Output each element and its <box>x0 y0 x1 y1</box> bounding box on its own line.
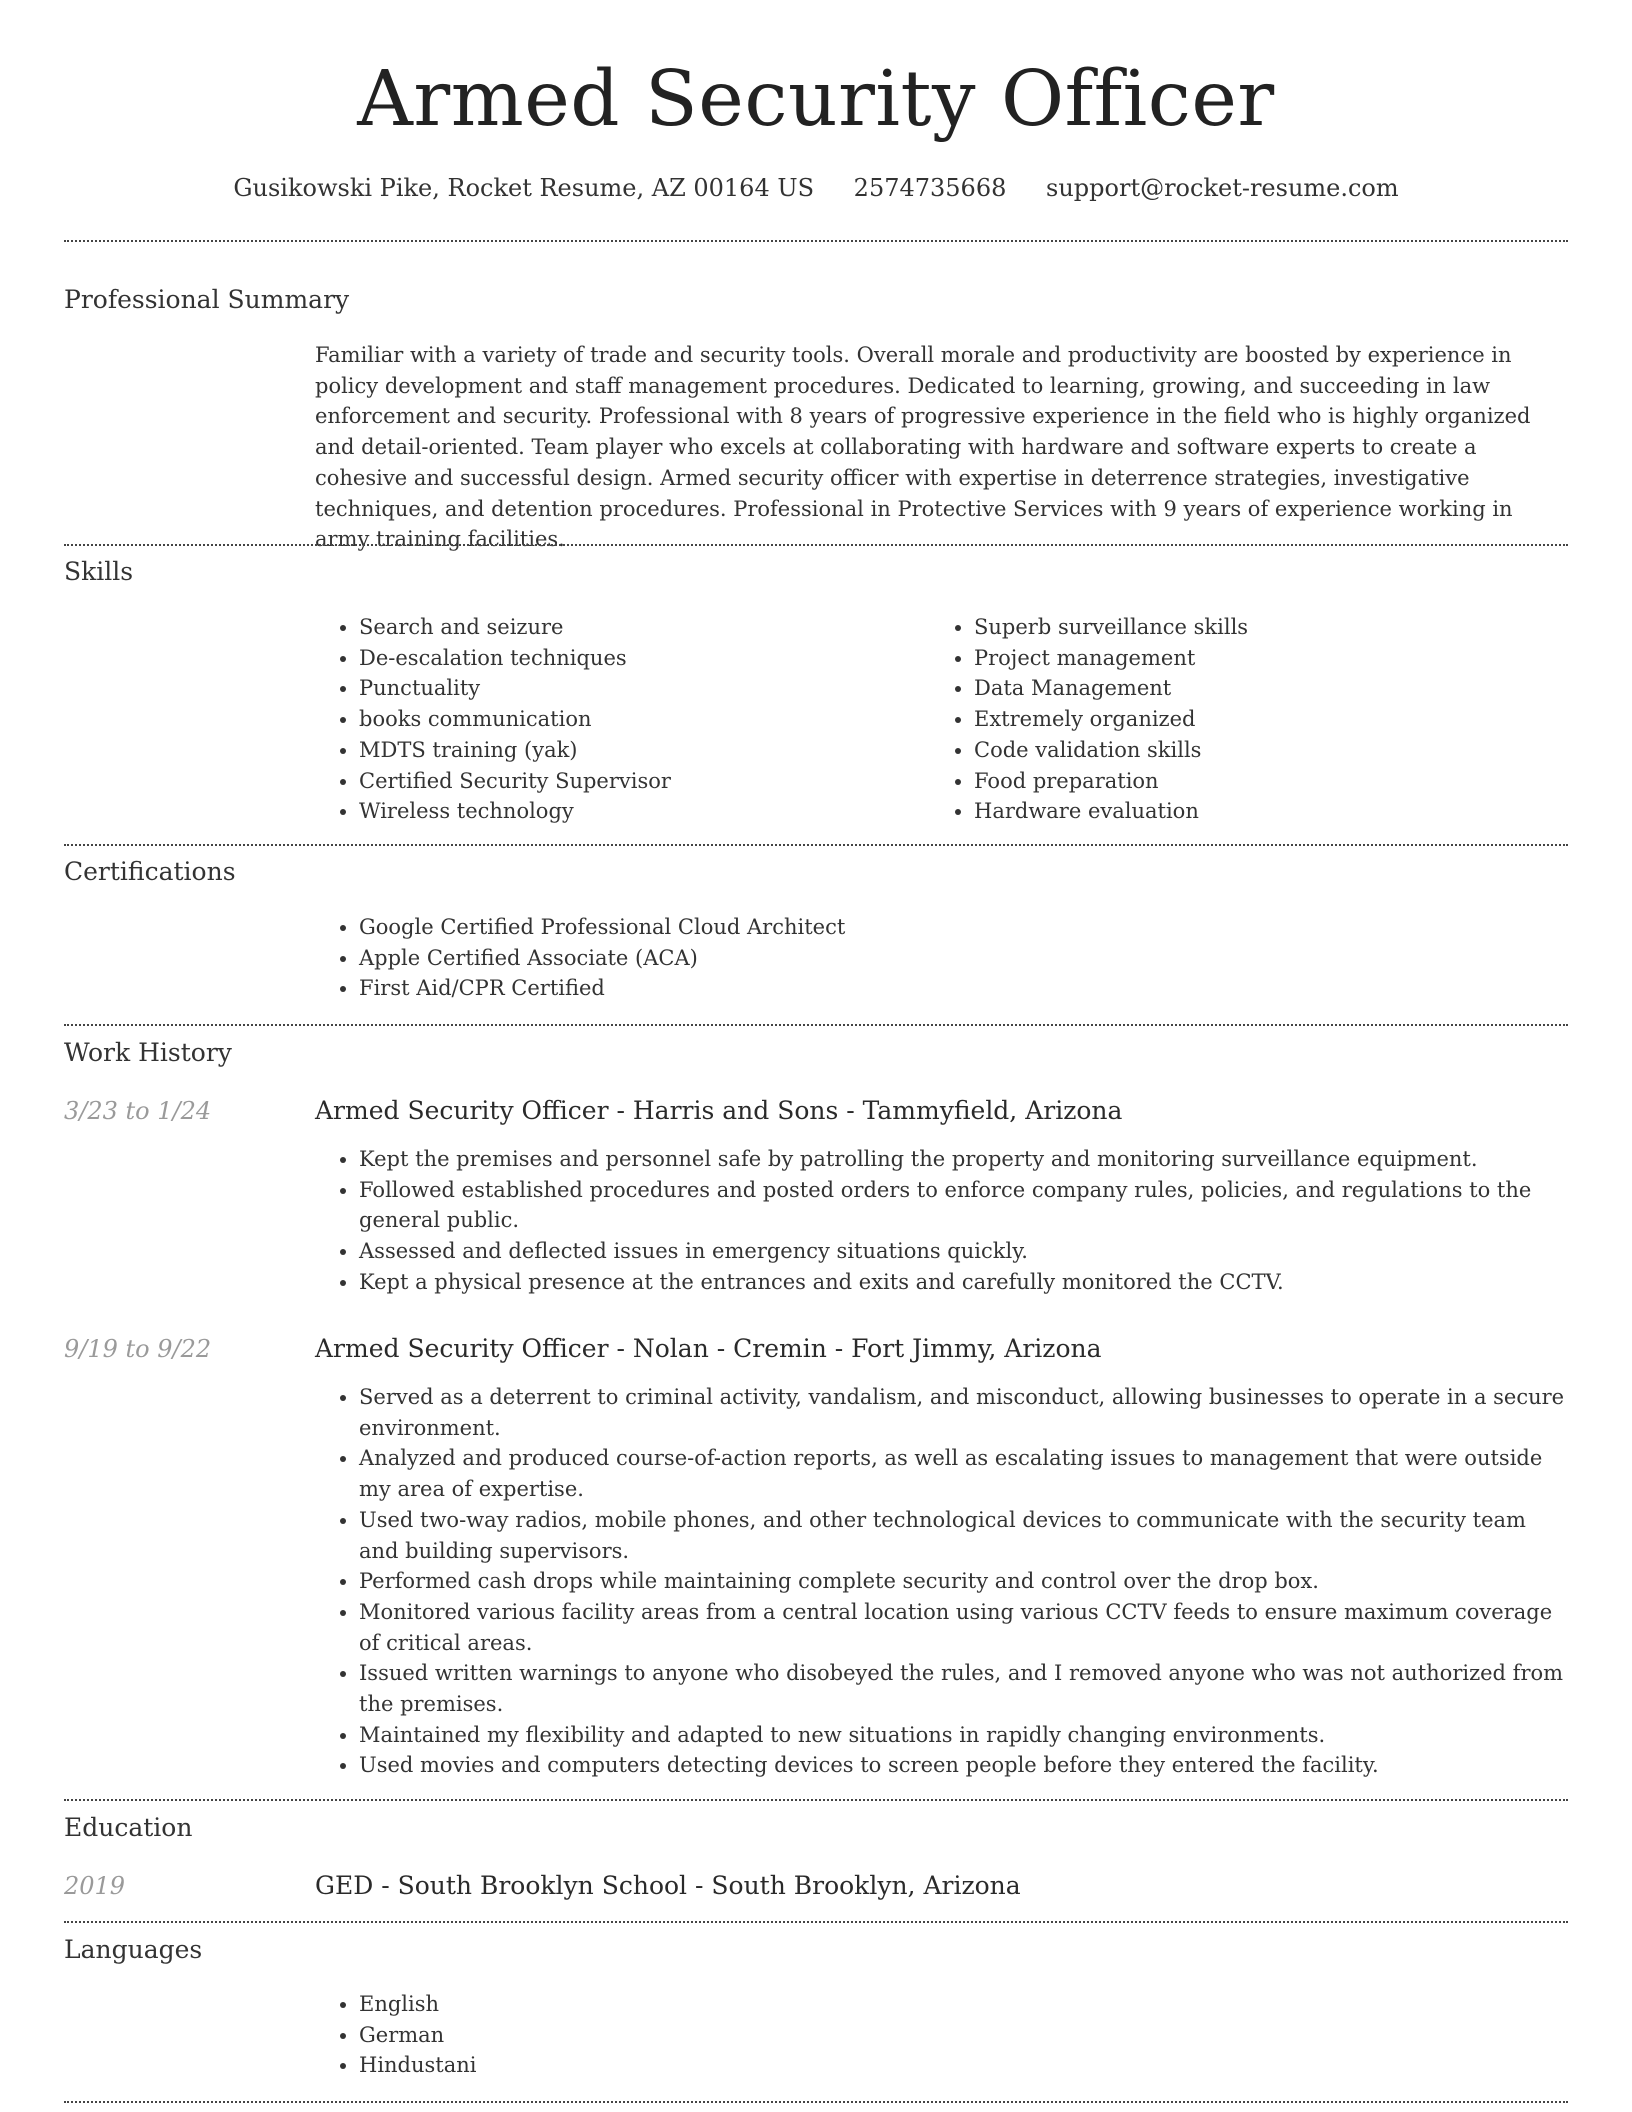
divider <box>64 544 1568 546</box>
job-bullet: • Assessed and deflected issues in emergency situations quickly. <box>359 1236 1568 1267</box>
skill-item: • Code validation skills <box>974 735 1530 766</box>
job-bullet: • Monitored various facility areas from a central location using various CCTV feeds to ensure maximum coverage of critical areas. <box>359 1597 1568 1658</box>
section-title-work-history: Work History <box>64 1038 232 1067</box>
summary-block <box>315 340 1568 555</box>
skill-item: • books communication <box>359 704 915 735</box>
skill-item: • Food preparation <box>974 766 1530 797</box>
certifications-block <box>315 912 1568 1004</box>
job-bullet: • Analyzed and produced course-of-action reports, as well as escalating issues to management that were outside my area of expertise. <box>359 1443 1568 1504</box>
language-item: • Hindustani <box>359 2050 1568 2081</box>
skill-item: • MDTS training (yak) <box>359 735 915 766</box>
skill-item: • Extremely organized <box>974 704 1530 735</box>
education-entry: GED - South Brooklyn School - South Brooklyn, Arizona <box>315 1871 1021 1900</box>
skill-item: • Punctuality <box>359 673 915 704</box>
skills-column-left <box>315 612 915 827</box>
job-dates: 3/23 to 1/24 <box>64 1097 212 1125</box>
skills-block <box>315 612 1568 832</box>
skill-item: • Hardware evaluation <box>974 796 1530 827</box>
job-bullets <box>315 1144 1568 1298</box>
certification-item: • Google Certified Professional Cloud Architect <box>359 912 1568 943</box>
section-title-education: Education <box>64 1813 193 1842</box>
skill-item: • Wireless technology <box>359 796 915 827</box>
divider <box>64 1024 1568 1026</box>
section-title-skills: Skills <box>64 557 134 586</box>
contact-phone: 2574735668 <box>853 174 1007 202</box>
skill-item: • Certified Security Supervisor <box>359 766 915 797</box>
contact-address: Gusikowski Pike, Rocket Resume, AZ 00164 US <box>233 174 815 202</box>
divider <box>64 1921 1568 1923</box>
divider <box>64 844 1568 846</box>
job-title: Armed Security Officer - Nolan - Cremin - Fort Jimmy, Arizona <box>315 1334 1102 1363</box>
language-item: • English <box>359 1989 1568 2020</box>
job-bullet: • Used movies and computers detecting devices to screen people before they entered the facility. <box>359 1750 1568 1781</box>
language-item: • German <box>359 2020 1568 2051</box>
languages-block <box>315 1989 1568 2081</box>
job-dates: 9/19 to 9/22 <box>64 1335 212 1363</box>
job-bullet: • Performed cash drops while maintaining complete security and control over the drop box. <box>359 1566 1568 1597</box>
skill-item: • Data Management <box>974 673 1530 704</box>
summary-text: Familiar with a variety of trade and security tools. Overall morale and productivity are boosted by experience in policy development and staff management procedures. Dedicated to learning, growing, and succeeding in law enforcement and security. Professional with 8 years of progressive experience in the field who is highly organized and detail-oriented. Team player who excels at collaborating with hardware and software experts to create a cohesive and successful design. Armed security officer with expertise in deterrence strategies, investigative techniques, and detention procedures. Professional in Protective Services with 9 years of experience working in army training facilities. <box>315 343 1531 552</box>
section-title-certifications: Certifications <box>64 857 236 886</box>
skill-item: • Project management <box>974 643 1530 674</box>
contact-line <box>0 170 1632 206</box>
section-title-summary: Professional Summary <box>64 285 350 314</box>
skill-item: • De-escalation techniques <box>359 643 915 674</box>
job-bullet: • Served as a deterrent to criminal activity, vandalism, and misconduct, allowing businesses to operate in a secure environment. <box>359 1382 1568 1443</box>
job-bullets <box>315 1382 1568 1781</box>
skills-column-right <box>930 612 1530 827</box>
divider <box>64 240 1568 242</box>
job-bullet: • Followed established procedures and posted orders to enforce company rules, policies, and regulations to the general public. <box>359 1175 1568 1236</box>
job-bullet: • Used two-way radios, mobile phones, and other technological devices to communicate with the security team and building supervisors. <box>359 1505 1568 1566</box>
divider <box>64 1799 1568 1801</box>
divider <box>64 2101 1568 2103</box>
job-bullet: • Issued written warnings to anyone who disobeyed the rules, and I removed anyone who was not authorized from the premises. <box>359 1658 1568 1719</box>
education-year: 2019 <box>64 1872 126 1900</box>
resume-name: Armed Security Officer <box>357 55 1275 144</box>
job-bullet: • Kept a physical presence at the entrances and exits and carefully monitored the CCTV. <box>359 1267 1568 1298</box>
certification-item: • First Aid/CPR Certified <box>359 973 1568 1004</box>
skill-item: • Superb surveillance skills <box>974 612 1530 643</box>
skill-item: • Search and seizure <box>359 612 915 643</box>
contact-email: support@rocket-resume.com <box>1046 174 1399 202</box>
job-title: Armed Security Officer - Harris and Sons - Tammyfield, Arizona <box>315 1096 1123 1125</box>
job-bullet: • Maintained my flexibility and adapted to new situations in rapidly changing environments. <box>359 1720 1568 1751</box>
section-title-languages: Languages <box>64 1935 203 1964</box>
certification-item: • Apple Certified Associate (ACA) <box>359 943 1568 974</box>
job-bullet: • Kept the premises and personnel safe by patrolling the property and monitoring surveillance equipment. <box>359 1144 1568 1175</box>
